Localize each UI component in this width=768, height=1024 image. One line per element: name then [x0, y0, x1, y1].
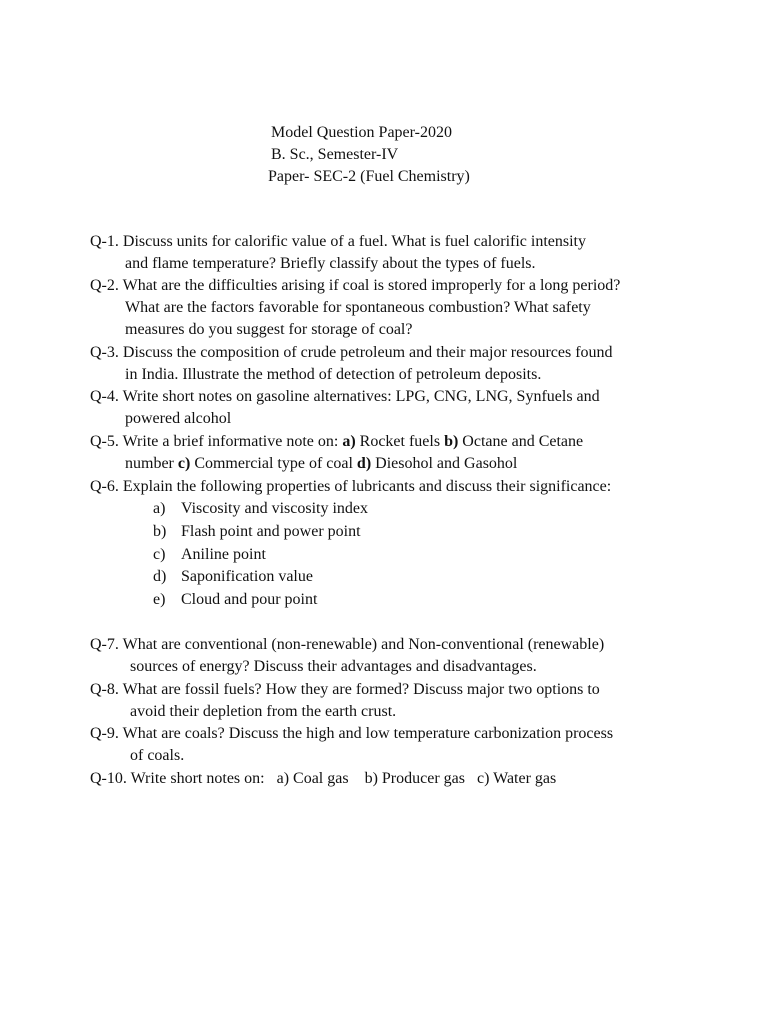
- sub-item-text: Cloud and pour point: [181, 591, 318, 608]
- option-c-label: c): [177, 455, 191, 472]
- question-8-line-1: Q-8. What are fossil fuels? How they are formed? Discuss major two options to: [90, 681, 600, 698]
- sub-item-text: Aniline point: [181, 546, 266, 563]
- paper-title: Model Question Paper-2020: [271, 124, 452, 141]
- question-10-line-1: Q-10. Write short notes on: a) Coal gas b) Producer gas c) Water gas: [90, 770, 557, 787]
- sub-item: [153, 498, 368, 520]
- sub-item-text: Flash point and power point: [181, 523, 361, 540]
- option-d-text: Diesohol and Gasohol: [371, 455, 518, 472]
- question-5-line-2: [125, 453, 517, 475]
- option-c-text: Commercial type of coal: [190, 455, 357, 472]
- course-semester: B. Sc., Semester-IV: [271, 146, 399, 163]
- sub-item: [153, 544, 266, 566]
- sub-item: [153, 566, 313, 588]
- sub-item: [153, 521, 361, 543]
- sub-item-label: d): [153, 568, 167, 585]
- question-5-intro: Q-5. Write a brief informative note on:: [90, 433, 343, 450]
- sub-item-text: Viscosity and viscosity index: [181, 500, 369, 517]
- question-1-line-2: and flame temperature? Briefly classify about the types of fuels.: [125, 255, 536, 272]
- sub-item-label: a): [153, 500, 166, 517]
- sub-item-label: b): [153, 523, 167, 540]
- sub-item: [153, 589, 317, 611]
- question-4-line-2: powered alcohol: [125, 410, 232, 427]
- question-2-line-3: measures do you suggest for storage of coal?: [125, 321, 413, 338]
- option-b-text: Octane and Cetane: [458, 433, 584, 450]
- question-5-line-1: [90, 431, 583, 453]
- question-2-line-1: Q-2. What are the difficulties arising if coal is stored improperly for a long period?: [90, 277, 621, 294]
- sub-item-label: e): [153, 591, 166, 608]
- question-3-line-1: Q-3. Discuss the composition of crude petroleum and their major resources found: [90, 344, 613, 361]
- question-4-line-1: Q-4. Write short notes on gasoline alternatives: LPG, CNG, LNG, Synfuels and: [90, 388, 600, 405]
- sub-item-label: c): [153, 546, 166, 563]
- option-a-text: Rocket fuels: [355, 433, 445, 450]
- question-9-line-1: Q-9. What are coals? Discuss the high and low temperature carbonization process: [90, 725, 614, 742]
- question-9-line-2: of coals.: [130, 747, 185, 764]
- question-1-line-1: Q-1. Discuss units for calorific value of a fuel. What is fuel calorific intensity: [90, 233, 586, 250]
- paper-subject: Paper- SEC-2 (Fuel Chemistry): [268, 168, 470, 185]
- question-6-line-1: Q-6. Explain the following properties of lubricants and discuss their significance:: [90, 478, 612, 495]
- question-3-line-2: in India. Illustrate the method of detection of petroleum deposits.: [125, 366, 542, 383]
- question-2-line-2: What are the factors favorable for spontaneous combustion? What safety: [125, 299, 591, 316]
- sub-item-text: Saponification value: [181, 568, 313, 585]
- option-b-label: b): [444, 433, 459, 450]
- question-5-continuation: number: [125, 455, 178, 472]
- option-a-label: a): [342, 433, 356, 450]
- question-7-line-2: sources of energy? Discuss their advantages and disadvantages.: [130, 658, 537, 675]
- option-d-label: d): [356, 455, 372, 472]
- question-8-line-2: avoid their depletion from the earth crust.: [130, 703, 397, 720]
- question-7-line-1: Q-7. What are conventional (non-renewable) and Non-conventional (renewable): [90, 636, 605, 653]
